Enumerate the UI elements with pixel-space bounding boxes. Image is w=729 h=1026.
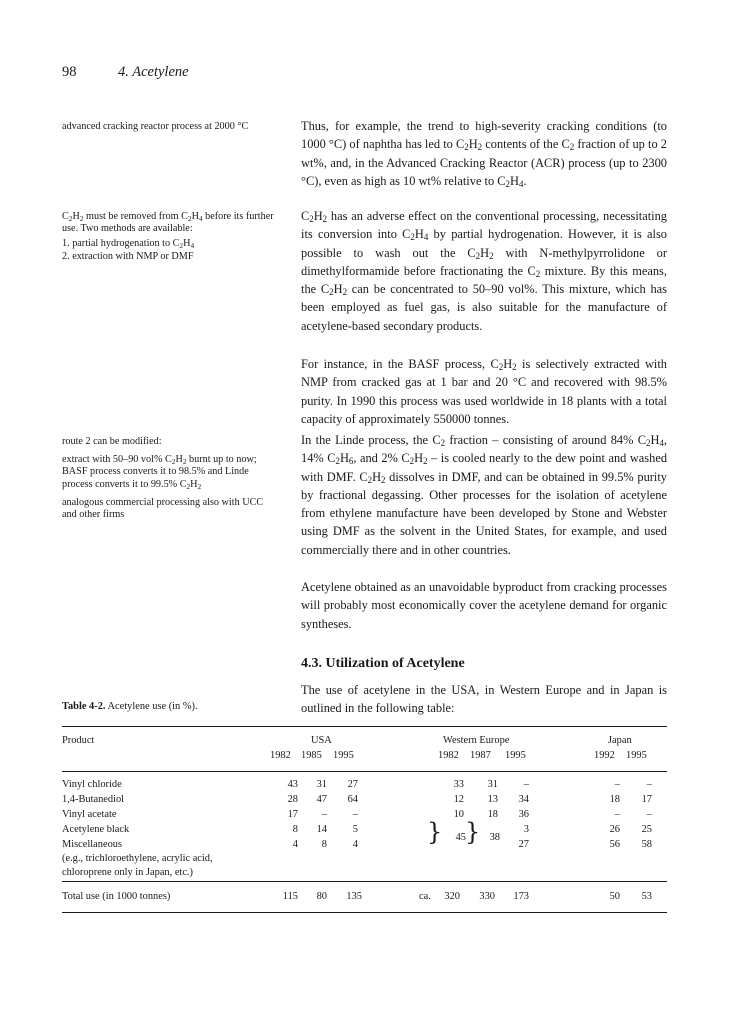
table-top-rule [62, 726, 667, 727]
row-product: 1,4-Butanediol [62, 794, 125, 805]
note-list-item: 1. partial hydrogenation to C [62, 238, 180, 250]
brace-we-1982: } [427, 818, 443, 846]
table-cell: 12 [453, 794, 464, 805]
margin-note-acr [62, 121, 280, 139]
table-bottom-rule [62, 912, 667, 913]
row-product: Acetylene black [62, 824, 130, 835]
note-text: must be removed from C [83, 211, 188, 222]
table-cell: 47 [316, 794, 327, 805]
paragraph-6: The use of acetylene in the USA, in Western Europe and in Japan is outlined in the following table: [301, 683, 667, 716]
table-cell: 25 [641, 824, 652, 835]
merged-cell-we-1982: 45 [455, 832, 466, 843]
table-cell: 14 [316, 824, 327, 835]
table-cell: 115 [282, 891, 298, 902]
total-row-label: Total use (in 1000 tonnes) [62, 891, 171, 902]
year-we-1987: 1987 [470, 750, 491, 761]
table-header-rule [62, 771, 667, 772]
margin-note-route: route 2 can be modified: extract with 50–90 vol% $C_2H_2$ burnt up to now; BASF process converts it to 98.5% and Linde process converts it to 99.5% $C_2H_2$ analogous commercial processing also with UCC and other firms [62, 436, 280, 527]
year-usa-1995: 1995 [333, 750, 354, 761]
table-cell: 27 [347, 779, 358, 790]
table-cell: – [646, 809, 652, 820]
paragraph-1: Thus, for example, the trend to high-severity cracking conditions (to 1000 °C) of naphtha has led to $C_2H_2$ contents of the $C_2$ fraction of up to 2 wt%, and, in the Advanced Cracking Reactor (ACR) process (up to 2300 °C), even as high as 10 wt% relative to $C_2H_4$. [301, 119, 667, 190]
table-cell: 17 [287, 809, 298, 820]
col-header-usa: USA [311, 735, 332, 746]
table-cell: 36 [518, 809, 529, 820]
note-text: H [191, 211, 199, 222]
table-cell: 330 [479, 891, 495, 902]
table-cell: 56 [609, 839, 620, 850]
table-cell: – [614, 809, 620, 820]
table-cell: – [352, 809, 358, 820]
table-cell: 64 [347, 794, 358, 805]
paragraph-3: For instance, in the BASF process, $C_2H_2$ is selectively extracted with NMP from cracked gas at 1 bar and 20 °C and recovered with 98.5% purity. In 1990 this process was used worldwide in 18 plants with a total capacity of approximately 550000 tonnes. [301, 357, 667, 426]
table-cell: 320 [444, 891, 460, 902]
table-body-rule [62, 881, 667, 882]
misc-note-line1: (e.g., trichloroethylene, acrylic acid, [62, 853, 213, 864]
year-jp-1992: 1992 [594, 750, 615, 761]
note-text: analogous commercial processing also with UCC and other firms [62, 496, 264, 521]
table-cell: 27 [518, 839, 529, 850]
row-product: Miscellaneous [62, 839, 123, 850]
table-cell: 5 [352, 824, 358, 835]
note-text: H [72, 211, 80, 222]
table-cell: 33 [453, 779, 464, 790]
note-list-item: 2. extraction with NMP or DMF [62, 250, 194, 262]
year-we-1995: 1995 [505, 750, 526, 761]
note-text: H [190, 478, 198, 490]
note-text: before its further use. Two methods are available: [62, 211, 274, 235]
margin-note-text: advanced cracking reactor process at 2000 °C [62, 121, 249, 132]
chapter-title: 4. Acetylene [118, 64, 189, 80]
table-caption-text: Acetylene use (in %). [107, 701, 198, 712]
table-cell: 4 [292, 839, 298, 850]
table-cell: 8 [321, 839, 327, 850]
year-jp-1995: 1995 [626, 750, 647, 761]
note-text: H [175, 454, 183, 466]
table-cell: 18 [487, 809, 498, 820]
table-cell: 43 [287, 779, 298, 790]
row-product: Vinyl chloride [62, 779, 122, 790]
table-cell: 18 [609, 794, 620, 805]
merged-cell-we-1987: 38 [489, 832, 500, 843]
table-cell: – [523, 779, 529, 790]
year-usa-1982: 1982 [270, 750, 291, 761]
table-caption-label: Table 4-2. [62, 701, 106, 712]
paragraph-2: $C_2H_2$ has an adverse effect on the conventional processing, necessitating its conversion into $C_2H_4$ by partial hydrogenation. However, it is also possible to wash out the $C_2H_2$ with N-methylpyrrolidone or dimethylformamide before fractionating the $C_2$ mixture. By this means, the $C_2H_2$ can be concentrated to 50–90 vol%. This mixture, which has been employed as fuel gas, is also suitable for the manufacture of acetylene-based secondary products. [301, 209, 667, 333]
col-header-japan: Japan [608, 735, 632, 746]
table-cell: 80 [316, 891, 327, 902]
paragraph-5: Acetylene obtained as an unavoidable byproduct from cracking processes will probably most economically cover the acetylene demand for organic syntheses. [301, 580, 667, 631]
note-text: burnt up to now; BASF process converts it to 98.5% and Linde process converts it to 99.5% C [62, 454, 257, 490]
table-cell: 3 [523, 824, 529, 835]
note-text: C [62, 211, 69, 222]
note-text: extract with 50–90 vol% C [62, 454, 172, 466]
paragraph-4: In the Linde process, the $C_2$ fraction – consisting of around 84% $C_2H_4$, 14% $C_2H_6$, and 2% $C_2H_2$ – is cooled nearly to the dew point and washed with DMF. $C_2H_2$ dissolves in DMF, and can be obtained in 99.5% purity by fractional degassing. Other processes for the isolation of acetylene from ethylene manufacture have been developed by Stone and Webster using DMF as the solvent in the United States, for example, and used commercially there and in other countries. [301, 433, 668, 557]
table-cell: – [614, 779, 620, 790]
table-cell: – [321, 809, 327, 820]
table-caption [62, 701, 198, 712]
table-cell: 173 [513, 891, 529, 902]
brace-we-1987: } [465, 818, 481, 846]
table-cell: 58 [641, 839, 652, 850]
table-cell: 17 [641, 794, 652, 805]
table-cell: 135 [346, 891, 362, 902]
row-product: Vinyl acetate [62, 809, 117, 820]
table-cell: 4 [352, 839, 358, 850]
col-header-product: Product [62, 735, 95, 746]
table-cell: – [646, 779, 652, 790]
table-cell: 10 [453, 809, 464, 820]
margin-note-removal: $C_2H_2$ must be removed from $C_2H_4$ before its further use. Two methods are available: 1. partial hydrogenation to $C_2H_4$ 2. extraction with NMP or DMF [62, 211, 280, 263]
misc-note-line2: chloroprene only in Japan, etc.) [62, 867, 193, 878]
table-cell: 31 [316, 779, 327, 790]
page-number: 98 [62, 64, 77, 80]
table-cell: 34 [518, 794, 529, 805]
table-cell: 13 [487, 794, 498, 805]
note-text: H [183, 238, 191, 250]
year-usa-1985: 1985 [301, 750, 322, 761]
table-cell: 8 [292, 824, 298, 835]
section-heading: 4.3. Utilization of Acetylene [301, 656, 465, 671]
table-cell: 50 [609, 891, 620, 902]
note-text: route 2 can be modified: [62, 436, 162, 447]
table-cell: 26 [609, 824, 620, 835]
total-we-prefix: ca. [419, 891, 431, 902]
table-cell: 31 [487, 779, 498, 790]
table-cell: 53 [641, 891, 652, 902]
table-cell: 28 [287, 794, 298, 805]
year-we-1982: 1982 [438, 750, 459, 761]
col-header-western-europe: Western Europe [443, 735, 510, 746]
